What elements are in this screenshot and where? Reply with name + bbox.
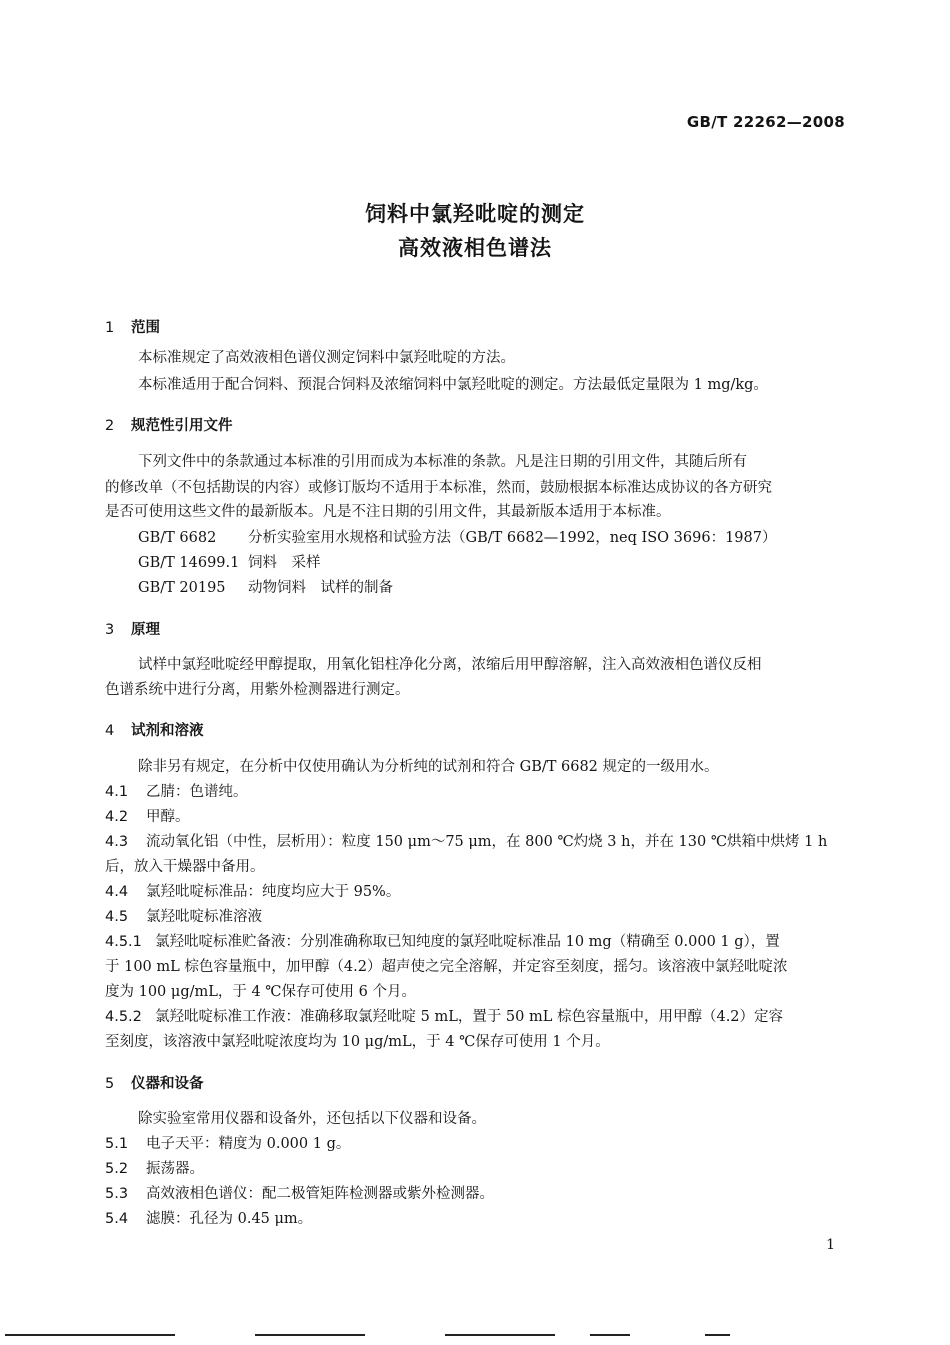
clause-continuation: 度为 100 μg/mL，于 4 ℃保存可使用 6 个月。 [105,984,416,1000]
clause-5-1 [105,1132,847,1156]
paragraph: 本标准适用于配合饲料、预混合饲料及浓缩饲料中氯羟吡啶的测定。方法最低定量限为 1 mg/kg。 [138,377,768,393]
clause-5-2 [105,1157,847,1181]
section-number: 2 [105,418,115,434]
clause-5-4 [105,1207,847,1231]
clause-number: 4.5.1 [105,934,142,950]
clause-text: 甲醇。 [146,809,190,825]
reference-title: 分析实验室用水规格和试验方法（GB/T 6682—1992，neq ISO 3696：1987） [248,530,777,546]
reference-title: 动物饲料 试样的制备 [248,580,393,596]
clause-number: 4.3 [105,834,129,850]
reference-code: GB/T 14699.1 [138,555,240,571]
clause-4-5 [105,905,847,929]
paragraph: 除非另有规定，在分析中仅使用确认为分析纯的试剂和符合 GB/T 6682 规定的一级用水。 [138,759,719,775]
section-title: 范围 [131,320,160,336]
clause-text: 氯羟吡啶标准贮备液：分别准确称取已知纯度的氯羟吡啶标准品 10 mg（精确至 0.000 1 g），置 [155,934,780,950]
section-title: 试剂和溶液 [131,723,204,739]
clause-text: 流动氧化铝（中性，层析用）：粒度 150 μm～75 μm，在 800 ℃灼烧 3 h，并在 130 ℃烘箱中烘烤 1 h [146,834,828,850]
paragraph: 本标准规定了高效液相色谱仪测定饲料中氯羟吡啶的方法。 [138,350,515,366]
reference-code: GB/T 20195 [138,580,226,596]
clause-text: 氯羟吡啶标准溶液 [146,909,262,925]
paragraph-line: 的修改单（不包括勘误的内容）或修订版均不适用于本标准，然而，鼓励根据本标准达成协议的各方研究 [105,480,772,496]
standard-number: GB/T 22262—2008 [686,113,845,131]
reference-item [138,526,880,550]
page-number: 1 [826,1237,835,1253]
section-1-heading [105,316,160,337]
paragraph-line: 试样中氯羟吡啶经甲醇提取，用氧化铝柱净化分离，浓缩后用甲醇溶解，注入高效液相色谱仪反相 [138,657,762,673]
paragraph: 除实验室常用仪器和设备外，还包括以下仪器和设备。 [138,1111,486,1127]
clause-number: 5.4 [105,1211,129,1227]
clause-number: 5.1 [105,1136,129,1152]
reference-item [138,551,880,575]
clause-continuation: 后，放入干燥器中备用。 [105,859,265,875]
paragraph-line: 下列文件中的条款通过本标准的引用而成为本标准的条款。凡是注日期的引用文件，其随后所有 [138,454,747,470]
section-4-heading [105,719,204,740]
clause-number: 5.2 [105,1161,129,1177]
clause-number: 5.3 [105,1186,129,1202]
reference-item [138,576,880,600]
section-title: 仪器和设备 [131,1076,204,1092]
paragraph-line: 是否可使用这些文件的最新版本。凡是不注日期的引用文件，其最新版本适用于本标准。 [105,504,671,520]
paragraph-line: 色谱系统中进行分离，用紫外检测器进行测定。 [105,682,410,698]
clause-number: 4.5 [105,909,129,925]
document-subtitle: 高效液相色谱法 [398,236,552,260]
clause-4-5-2 [105,1005,847,1029]
clause-number: 4.5.2 [105,1009,142,1025]
clause-continuation: 于 100 mL 棕色容量瓶中，加甲醇（4.2）超声使之完全溶解，并定容至刻度，摇匀。该溶液中氯羟吡啶浓 [105,959,788,975]
clause-4-4 [105,880,847,904]
footer-rule [445,1334,555,1336]
clause-4-3 [105,830,847,854]
clause-text: 滤膜：孔径为 0.45 μm。 [146,1211,313,1227]
clause-4-2 [105,805,847,829]
section-title: 原理 [131,622,160,638]
footer-rule [705,1334,730,1336]
section-number: 3 [105,622,115,638]
section-2-heading [105,414,233,435]
clause-5-3 [105,1182,847,1206]
section-5-heading [105,1072,204,1093]
clause-number: 4.1 [105,784,129,800]
clause-text: 氯羟吡啶标准品：纯度均应大于 95%。 [146,884,401,900]
document-title: 饲料中氯羟吡啶的测定 [365,202,585,226]
footer-rule [5,1334,175,1336]
section-number: 4 [105,723,115,739]
section-number: 5 [105,1076,115,1092]
footer-rule [590,1334,630,1336]
clause-number: 4.2 [105,809,129,825]
reference-code: GB/T 6682 [138,530,217,546]
section-title: 规范性引用文件 [131,418,233,434]
clause-text: 高效液相色谱仪：配二极管矩阵检测器或紫外检测器。 [146,1186,494,1202]
reference-title: 饲料 采样 [248,555,321,571]
clause-4-5-1 [105,930,847,954]
clause-text: 氯羟吡啶标准工作液：准确移取氯羟吡啶 5 mL，置于 50 mL 棕色容量瓶中，用甲醇（4.2）定容 [155,1009,784,1025]
clause-text: 乙腈：色谱纯。 [146,784,248,800]
clause-text: 振荡器。 [146,1161,204,1177]
section-number: 1 [105,320,115,336]
clause-4-1 [105,780,847,804]
clause-continuation: 至刻度，该溶液中氯羟吡啶浓度均为 10 μg/mL，于 4 ℃保存可使用 1 个月。 [105,1034,610,1050]
footer-rule [255,1334,365,1336]
section-3-heading [105,618,160,639]
clause-text: 电子天平：精度为 0.000 1 g。 [146,1136,351,1152]
clause-number: 4.4 [105,884,129,900]
